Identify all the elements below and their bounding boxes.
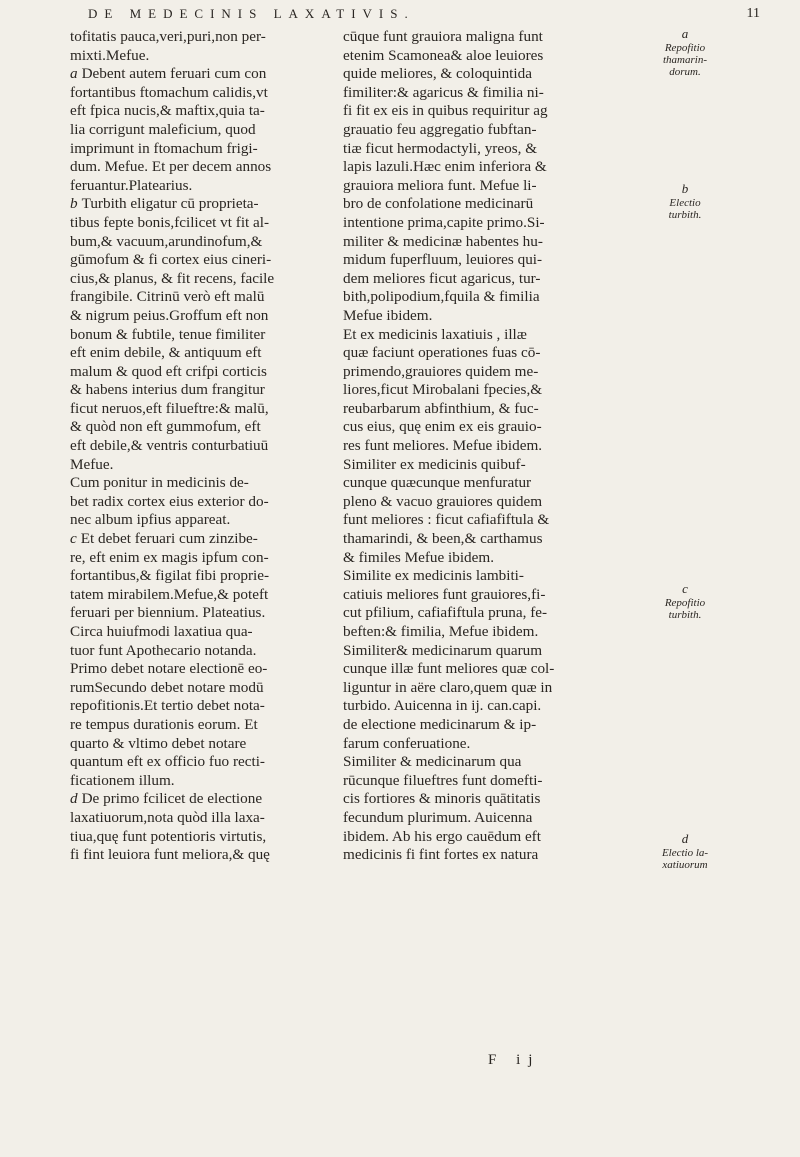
- text-line: [343, 846, 633, 865]
- text-line: [70, 809, 338, 828]
- line-text: reubarbarum abfinthium, & fuc-: [343, 399, 539, 417]
- left-text-column: [70, 28, 338, 865]
- text-line: [343, 214, 633, 233]
- line-text: quantum eft ex officio fuo recti-: [70, 753, 265, 771]
- text-line: [343, 474, 633, 493]
- text-line: [70, 735, 338, 754]
- line-text: Debent autem feruari cum con: [81, 65, 267, 83]
- line-text: beften:& fimilia, Mefue ibidem.: [343, 623, 539, 640]
- line-text: ibidem. Ab his ergo cauēdum eft: [343, 827, 541, 845]
- line-text: turbido. Auicenna in ij. can.capi.: [343, 697, 542, 715]
- text-line: [70, 84, 338, 103]
- line-text: liores,ficut Mirobalani fpecies,&: [343, 381, 543, 399]
- text-line: [70, 214, 338, 233]
- line-text: fi fint leuiora funt meliora,& quę: [70, 846, 270, 864]
- running-head-title: DE MEDECINIS LAXATIVIS.: [88, 6, 415, 21]
- line-text: tofitatis pauca,veri,puri,non per-: [70, 28, 266, 45]
- line-text: cūque funt grauiora maligna funt: [343, 28, 543, 45]
- line-text: re tempus durationis eorum. Et: [70, 715, 258, 733]
- page-number: 11: [746, 6, 760, 21]
- text-line: [343, 772, 633, 791]
- line-text: tuor funt Apothecario notanda.: [70, 641, 257, 659]
- text-line: [70, 511, 338, 530]
- line-text: fi fit ex eis in quibus requiritur ag: [343, 102, 548, 120]
- text-line: [343, 326, 633, 345]
- text-line: [343, 456, 633, 475]
- line-text: eft fpica nucis,& maftix,quia ta-: [70, 102, 265, 120]
- line-text: cunque illæ funt meliores quæ col-: [343, 660, 555, 678]
- text-line: [70, 307, 338, 326]
- line-text: gūmofum & fi cortex eius cineri-: [70, 251, 272, 269]
- line-text: intentione prima,capite primo.Si-: [343, 213, 545, 231]
- line-text: dem meliores ficut agaricus, tur-: [343, 269, 541, 287]
- margin-note-letter: b: [681, 181, 689, 196]
- text-line: [343, 102, 633, 121]
- line-text: quide meliores, & coloquintida: [343, 65, 532, 83]
- margin-note-text: Repofitio turbith.: [664, 597, 706, 621]
- line-text: eft enim debile, & antiquum eft: [70, 344, 262, 362]
- line-text: Similiter & medicinarum qua: [343, 753, 522, 771]
- text-line: [343, 288, 633, 307]
- text-line: [70, 456, 338, 475]
- line-text: etenim Scamonea& aloe leuiores: [343, 46, 544, 64]
- line-text: Similiter ex medicinis quibuf-: [343, 455, 526, 473]
- text-line: [343, 511, 633, 530]
- text-line: [70, 363, 338, 382]
- text-line: [343, 735, 633, 754]
- text-line: [70, 47, 338, 66]
- line-text: malum & quod eft crifpi corticis: [70, 362, 267, 380]
- line-text: Turbith eligatur cū proprieta-: [81, 195, 259, 213]
- text-line: [343, 400, 633, 419]
- text-line: [70, 753, 338, 772]
- text-line: [70, 772, 338, 791]
- margin-note: [630, 28, 740, 78]
- text-line: [343, 251, 633, 270]
- line-text: frangibile. Citrinū verò eft malū: [70, 288, 265, 306]
- line-text: quarto & vltimo debet notare: [70, 734, 247, 752]
- signature-mark: F ij: [488, 1052, 541, 1068]
- line-text: midum fuperfluum, leuiores qui-: [343, 251, 543, 269]
- text-line: [343, 660, 633, 679]
- text-line: [343, 28, 633, 47]
- line-text: dum. Mefue. Et per decem annos: [70, 158, 272, 176]
- text-line: [343, 604, 633, 623]
- text-line: [70, 828, 338, 847]
- line-text: cis fortiores & minoris quātitatis: [343, 790, 541, 808]
- text-line: [70, 251, 338, 270]
- text-line: [70, 28, 338, 47]
- text-line: [343, 344, 633, 363]
- text-line: [343, 195, 633, 214]
- text-line: [343, 84, 633, 103]
- text-line: [70, 846, 338, 865]
- line-text: militer & medicinæ habentes hu-: [343, 232, 543, 250]
- note-marker: a: [70, 65, 78, 83]
- line-text: bro de confolatione medicinarū: [343, 195, 534, 213]
- text-line: [70, 642, 338, 661]
- line-text: rūcunque filueftres funt domefti-: [343, 771, 543, 789]
- margin-note-letter: d: [681, 831, 689, 846]
- margin-note: [630, 833, 740, 871]
- line-text: Circa huiufmodi laxatiua qua-: [70, 623, 253, 640]
- line-text: grauiora meliora funt. Mefue li-: [343, 176, 537, 194]
- line-text: imprimunt in ftomachum frigi-: [70, 139, 258, 157]
- line-text: lia corrigunt maleficium, quod: [70, 120, 256, 138]
- line-text: farum conferuatione.: [343, 734, 471, 752]
- text-line: [70, 195, 338, 214]
- line-text: & fimiles Mefue ibidem.: [343, 548, 494, 566]
- text-line: [70, 604, 338, 623]
- margin-note: [630, 183, 740, 221]
- line-text: cunque quæcunque menfuratur: [343, 474, 532, 492]
- text-line: [343, 586, 633, 605]
- text-line: [70, 65, 338, 84]
- text-line: [70, 623, 338, 642]
- line-text: medicinis fi fint fortes ex natura: [343, 846, 539, 864]
- line-text: primendo,grauiores quidem me-: [343, 362, 539, 380]
- line-text: funt meliores : ficut cafiafiftula &: [343, 511, 550, 529]
- note-marker: c: [70, 530, 77, 548]
- line-text: Similiter& medicinarum quarum: [343, 641, 543, 659]
- text-line: [70, 288, 338, 307]
- text-line: [343, 493, 633, 512]
- text-line: [343, 642, 633, 661]
- line-text: tiæ ficut hermodactyli, yreos, &: [343, 139, 538, 157]
- text-line: [343, 623, 633, 642]
- text-line: [343, 716, 633, 735]
- line-text: cius,& planus, & fit recens, facile: [70, 269, 275, 287]
- line-text: res funt meliores. Mefue ibidem.: [343, 437, 543, 455]
- text-line: [343, 233, 633, 252]
- line-text: feruantur.Platearius.: [70, 176, 193, 194]
- text-line: [343, 567, 633, 586]
- line-text: mixti.Mefue.: [70, 46, 150, 64]
- text-line: [70, 437, 338, 456]
- text-line: [70, 586, 338, 605]
- line-text: bith,polipodium,fquila & fimilia: [343, 288, 540, 306]
- line-text: Et ex medicinis laxatiuis , illæ: [343, 325, 527, 343]
- text-line: [343, 697, 633, 716]
- note-marker: b: [70, 195, 78, 213]
- line-text: quæ faciunt operationes fuas cō-: [343, 344, 541, 362]
- text-line: [343, 828, 633, 847]
- text-line: [343, 549, 633, 568]
- line-text: bum,& vacuum,arundinofum,&: [70, 232, 263, 250]
- text-line: [70, 567, 338, 586]
- line-text: laxatiuorum,nota quòd illa laxa-: [70, 808, 265, 826]
- line-text: Cum ponitur in medicinis de-: [70, 474, 249, 492]
- text-line: [343, 65, 633, 84]
- line-text: rumSecundo debet notare modū: [70, 678, 264, 696]
- line-text: & habens interius dum frangitur: [70, 381, 265, 399]
- line-text: cut pfilium, cafiafiftula pruna, fe-: [343, 604, 548, 622]
- text-line: [343, 270, 633, 289]
- text-line: [70, 158, 338, 177]
- text-line: [343, 679, 633, 698]
- margin-note-text: Repofitio thamarin- dorum.: [663, 42, 707, 78]
- text-line: [343, 363, 633, 382]
- line-text: pleno & vacuo grauiores quidem: [343, 492, 543, 510]
- line-text: Mefue ibidem.: [343, 306, 433, 324]
- line-text: repofitionis.Et tertio debet nota-: [70, 697, 265, 715]
- line-text: thamarindi, & been,& carthamus: [343, 530, 543, 548]
- text-line: [343, 140, 633, 159]
- text-line: [343, 47, 633, 66]
- line-text: ficationem illum.: [70, 771, 175, 789]
- text-line: [343, 753, 633, 772]
- text-line: [70, 233, 338, 252]
- line-text: feruari per biennium. Plateatius.: [70, 604, 266, 622]
- margin-note-text: Electio la- xatiuorum: [661, 847, 709, 871]
- text-line: [70, 326, 338, 345]
- text-line: [70, 344, 338, 363]
- text-line: [343, 437, 633, 456]
- text-line: [70, 121, 338, 140]
- line-text: re, eft enim ex magis ipfum con-: [70, 548, 269, 566]
- text-line: [70, 660, 338, 679]
- text-line: [343, 381, 633, 400]
- line-text: De primo fcilicet de electione: [81, 790, 263, 808]
- line-text: Similite ex medicinis lambiti-: [343, 567, 524, 585]
- text-line: [70, 400, 338, 419]
- text-line: [70, 418, 338, 437]
- line-text: & quòd non eft gummofum, eft: [70, 418, 261, 436]
- line-text: tiua,quę funt potentioris virtutis,: [70, 827, 267, 845]
- text-line: [70, 679, 338, 698]
- line-text: tibus fepte bonis,fcilicet vt fit al-: [70, 213, 270, 231]
- text-line: [70, 177, 338, 196]
- text-line: [343, 790, 633, 809]
- text-line: [343, 307, 633, 326]
- line-text: grauatio feu aggregatio fubftan-: [343, 120, 537, 138]
- text-line: [70, 102, 338, 121]
- text-line: [343, 418, 633, 437]
- line-text: lapis lazuli.Hæc enim inferiora &: [343, 158, 547, 176]
- text-line: [343, 809, 633, 828]
- line-text: Primo debet notare electionē eo-: [70, 660, 268, 678]
- line-text: bonum & fubtile, tenue fimiliter: [70, 325, 266, 343]
- text-line: [70, 270, 338, 289]
- line-text: nec album ipfius appareat.: [70, 511, 231, 529]
- margin-note-letter: a: [681, 26, 689, 41]
- text-line: [70, 493, 338, 512]
- line-text: & nigrum peius.Groffum eft non: [70, 306, 269, 324]
- line-text: bet radix cortex eius exterior do-: [70, 492, 269, 510]
- text-line: [70, 140, 338, 159]
- text-line: [70, 474, 338, 493]
- line-text: fortantibus,& figilat fibi proprie-: [70, 567, 270, 585]
- text-line: [70, 716, 338, 735]
- margin-note-text: Electio turbith.: [668, 197, 702, 221]
- text-line: [343, 158, 633, 177]
- line-text: eft debile,& ventris conturbatiuū: [70, 437, 269, 455]
- line-text: fecundum plurimum. Auicenna: [343, 808, 533, 826]
- line-text: liguntur in aëre claro,quem quæ in: [343, 678, 553, 696]
- margin-note: [630, 583, 740, 621]
- text-line: [343, 177, 633, 196]
- line-text: de electione medicinarum & ip-: [343, 715, 537, 733]
- text-line: [70, 790, 338, 809]
- right-text-column: [343, 28, 633, 865]
- line-text: catiuis meliores funt grauiores,fi-: [343, 585, 546, 603]
- line-text: Et debet feruari cum zinzibe-: [80, 530, 258, 548]
- note-marker: d: [70, 790, 78, 808]
- line-text: fimiliter:& agaricus & fimilia ni-: [343, 83, 544, 101]
- line-text: ficut neruos,eft filueftre:& malū,: [70, 399, 269, 417]
- text-line: [343, 530, 633, 549]
- line-text: Mefue.: [70, 455, 114, 473]
- margin-note-letter: c: [682, 581, 688, 596]
- text-line: [343, 121, 633, 140]
- line-text: tatem mirabilem.Mefue,& poteft: [70, 585, 269, 603]
- line-text: fortantibus ftomachum calidis,vt: [70, 83, 268, 101]
- text-line: [70, 530, 338, 549]
- text-line: [70, 381, 338, 400]
- text-line: [70, 549, 338, 568]
- text-line: [70, 697, 338, 716]
- line-text: cus eius, quę enim ex eis grauio-: [343, 418, 542, 436]
